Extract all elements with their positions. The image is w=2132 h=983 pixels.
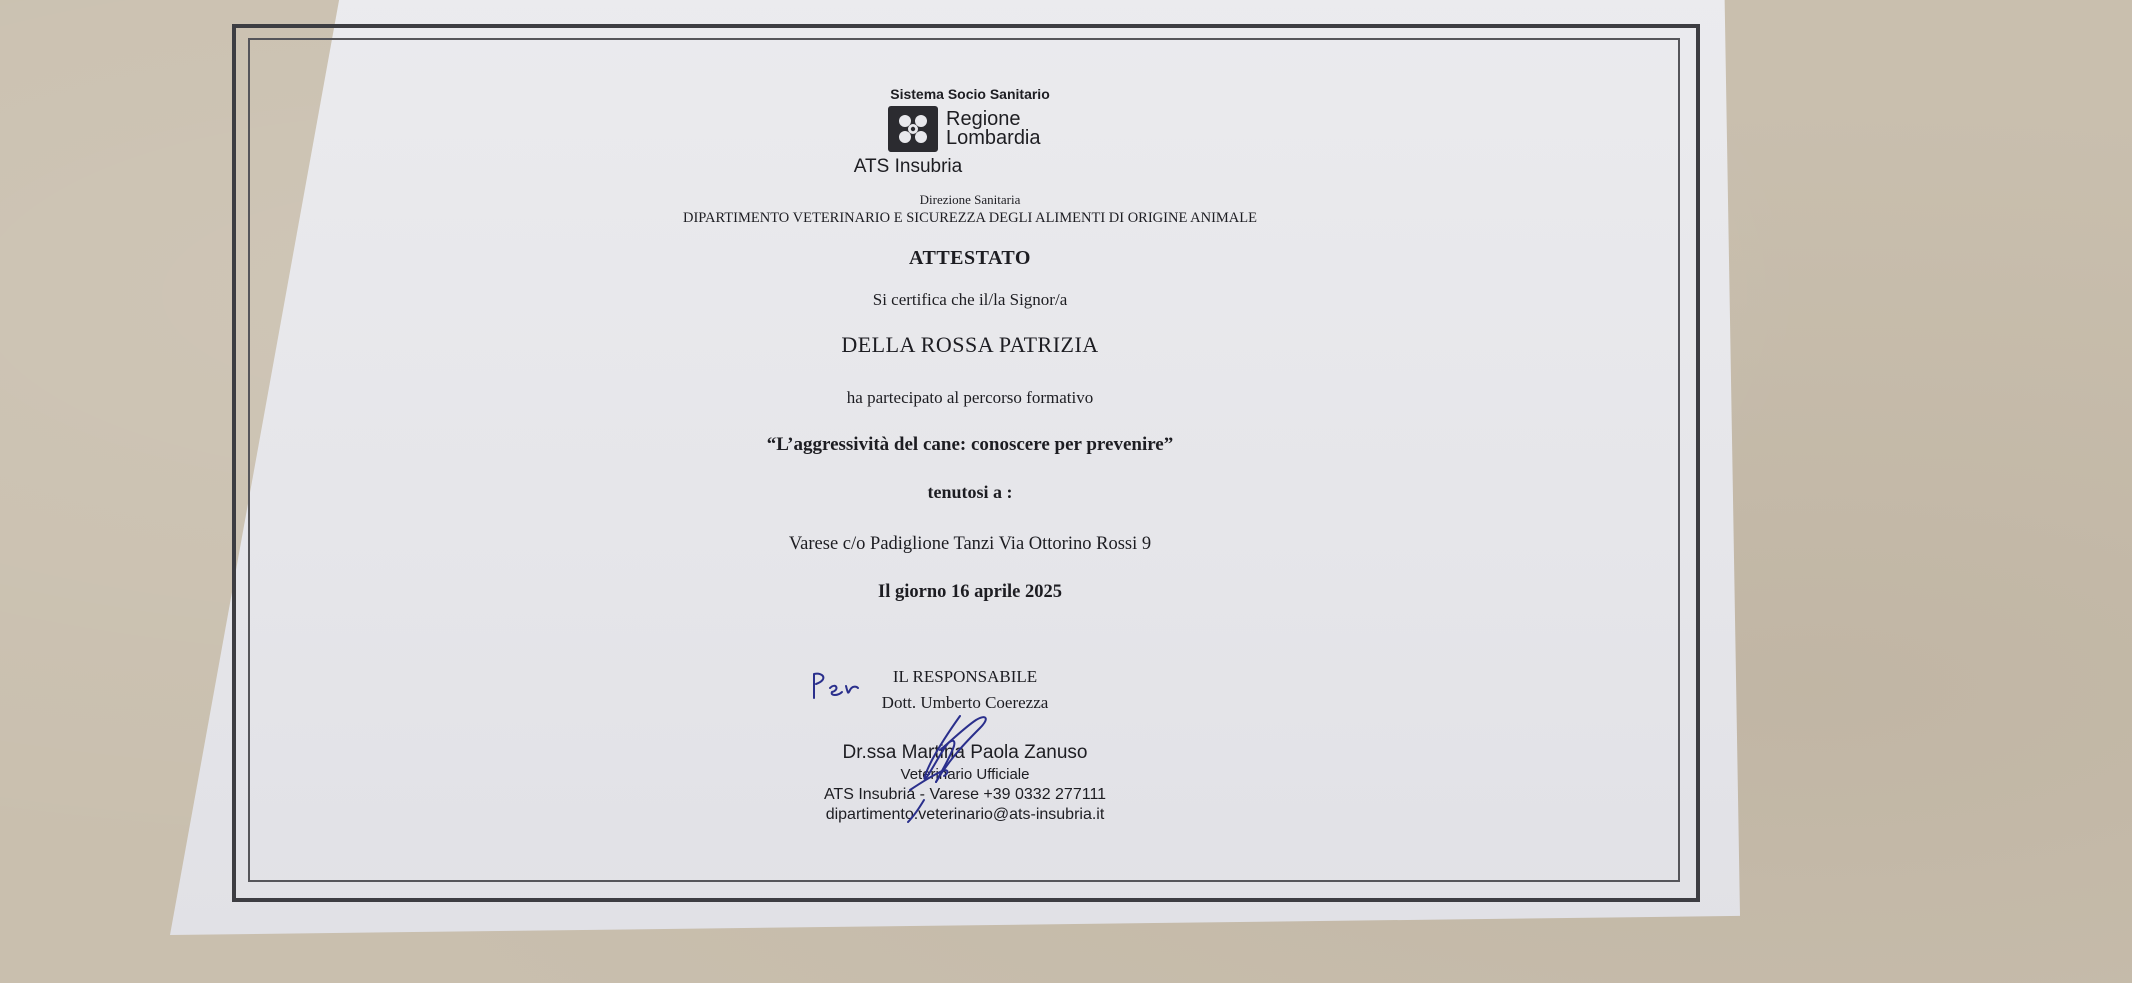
regione-lombardia-logo <box>888 106 1041 152</box>
signer-contact: ATS Insubria - Varese +39 0332 277111 <box>823 786 1107 803</box>
event-date: Il giorno 16 aprile 2025 <box>878 582 1062 602</box>
responsible-name: Dott. Umberto Coerezza <box>881 693 1049 712</box>
direction-label: Direzione Sanitaria <box>919 192 1021 207</box>
rosa-camuna-icon <box>888 106 938 152</box>
signer-name: Dr.ssa Martina Paola Zanuso <box>842 742 1088 763</box>
responsible-title: IL RESPONSABILE <box>892 667 1038 686</box>
agency-name: ATS Insubria <box>853 156 963 177</box>
held-label: tenutosi a : <box>927 482 1013 502</box>
certify-line: Si certifica che il/la Signor/a <box>872 290 1068 309</box>
participated-line: ha partecipato al percorso formativo <box>846 388 1094 407</box>
handwritten-signature <box>800 650 1060 830</box>
signer-email: dipartimento.veterinario@ats-insubria.it <box>825 806 1105 823</box>
region-name <box>946 110 1041 148</box>
region-line-2: Lombardia <box>946 127 1041 149</box>
region-line-1: Regione <box>946 108 1021 130</box>
certificate-title: ATTESTATO <box>909 247 1031 269</box>
signer-role: Veterinario Ufficiale <box>900 766 1030 783</box>
course-title: “L’aggressività del cane: conoscere per prevenire” <box>766 434 1174 455</box>
department-label: DIPARTIMENTO VETERINARIO E SICUREZZA DEGLI ALIMENTI DI ORIGINE ANIMALE <box>683 210 1257 226</box>
system-label: Sistema Socio Sanitario <box>890 86 1050 102</box>
recipient-name: DELLA ROSSA PATRIZIA <box>841 332 1099 357</box>
event-place: Varese c/o Padiglione Tanzi Via Ottorino Rossi 9 <box>788 534 1152 554</box>
